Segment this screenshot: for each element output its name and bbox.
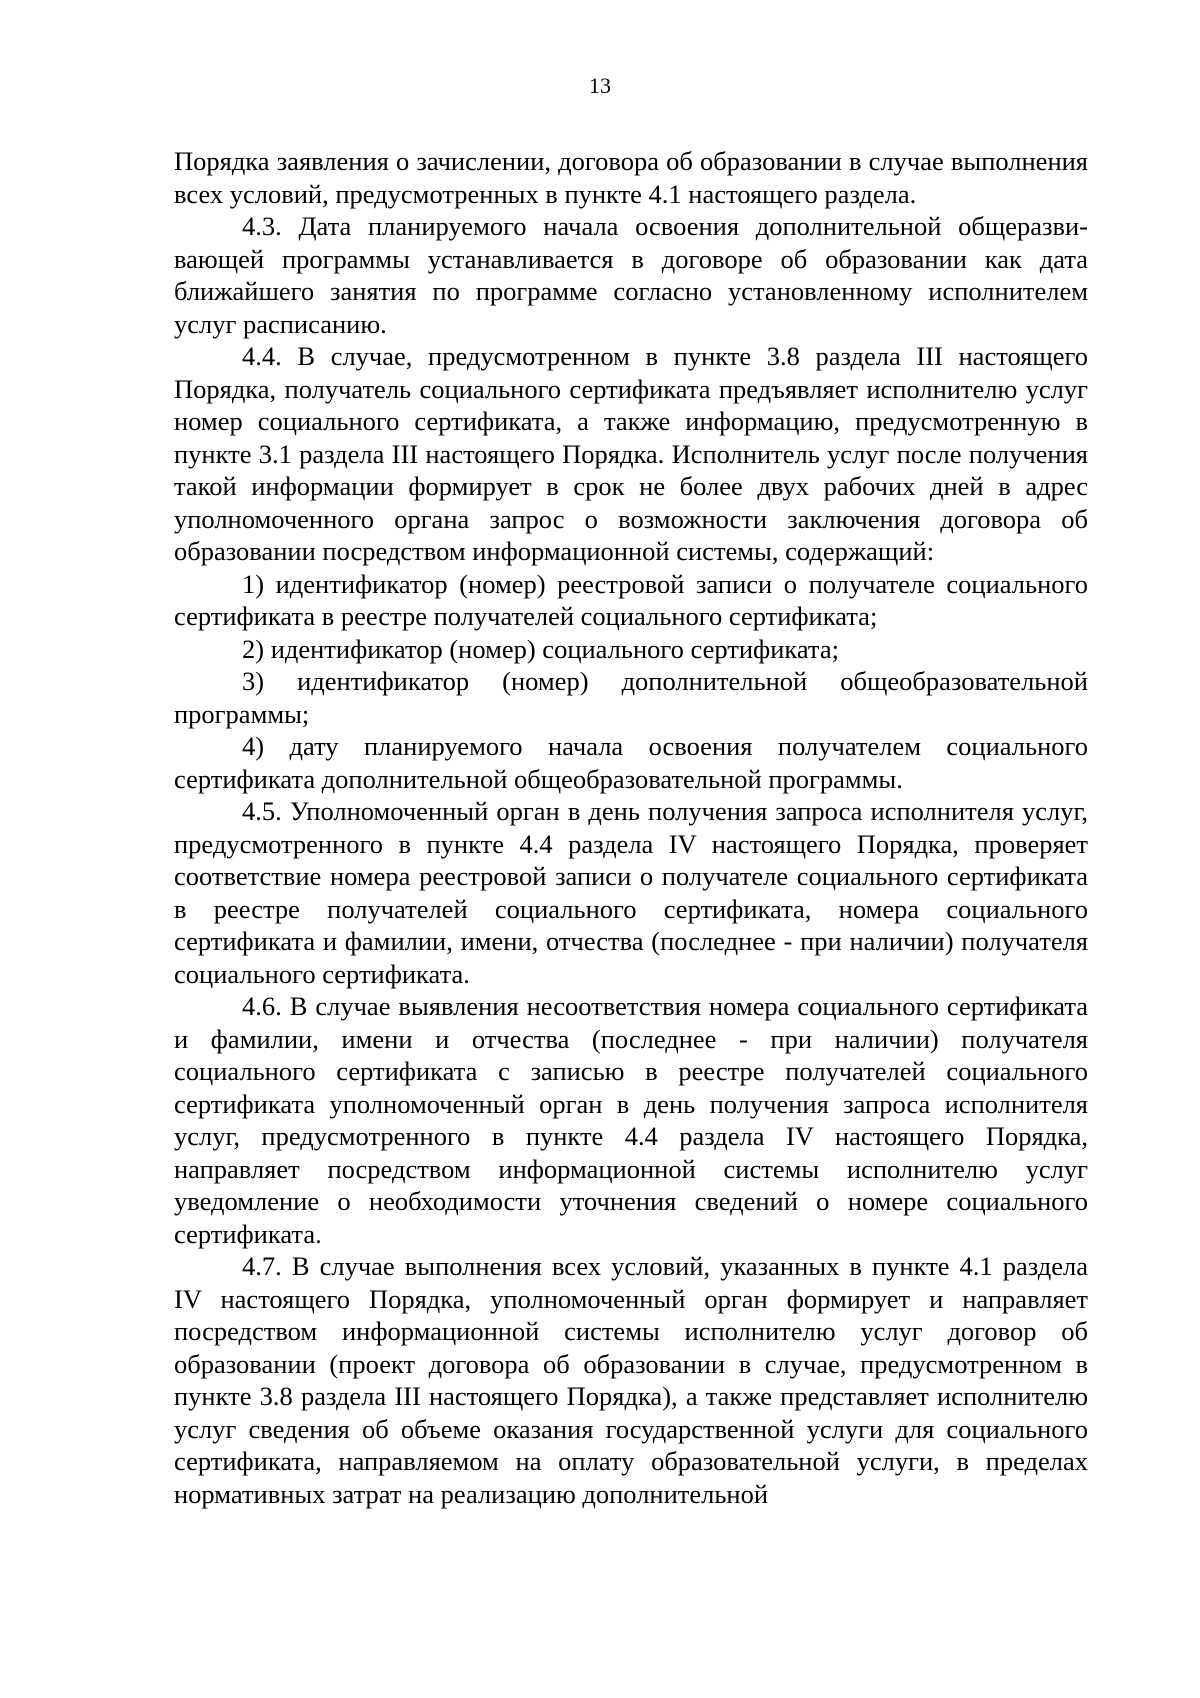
paragraph-continuation: Порядка заявления о зачислении, договора об образовании в случае выполнения всех условий, предусмотренных в пункте 4.1 настоящего раздела. (174, 146, 1088, 209)
paragraph-4-6: 4.6. В случае выявления несоответствия номера социального сертификата и фамилии, имени и отчества (последнее - при наличии) получателя социального сертификата с записью в реестре получателей социального сертификата уполномоченный орган в день получения запроса исполнителя услуг, предусмотренного в пункте 4.4 раздела IV настоящего Порядка, направляет посредством информационной системы исполнителю услуг уведомление о необходимости уточнения сведений о номере социального сертификата. (174, 991, 1088, 1249)
list-item-2: 2) идентификатор (номер) социального сертификата; (242, 633, 839, 664)
document-body (174, 145, 1088, 1510)
paragraph-4-4: 4.4. В случае, предусмотренном в пункте 3.8 раздела III настоящего Порядка, получатель социального сертификата предъявляет исполнителю услуг номер социального сертификата, а также информацию, предусмотренную в пункте 3.1 раздела III настоящего Порядка. Исполнитель услуг после получения такой информации формирует в срок не более двух рабочих дней в адрес уполномоченного органа запрос о возможности заключения договора об образовании посредством информационной системы, содержащий: (174, 341, 1088, 566)
paragraph-4-7: 4.7. В случае выполнения всех условий, указанных в пункте 4.1 раздела IV настоящего Порядка, уполномоченный орган формирует и направляет посредством информационной системы исполнителю услуг договор об образовании (проект договора об образовании в случае, предусмотренном в пункте 3.8 раздела III настоящего Порядка), а также представляет исполнителю услуг сведения об объеме оказания государственной услуги для социального сертификата, направляемом на оплату образовательной услуги, в пределах нормативных затрат на реализацию дополнительной (174, 1251, 1088, 1509)
page-number: 13 (589, 73, 611, 98)
paragraph-4-5: 4.5. Уполномоченный орган в день получения запроса исполнителя услуг, предусмотренного в пункте 4.4 раздела IV настоящего Порядка, проверяет соответствие номера реестровой записи о получателе социального сертификата в реестре получателей социального сертификата, номера социального сертификата и фамилии, имени, отчества (последнее - при наличии) получателя социального сертификата. (174, 796, 1088, 989)
list-item-1: 1) идентификатор (номер) реестровой записи о получателе социального сертификата в реестре получателей социального сертификата; (174, 568, 1088, 631)
paragraph-4-3: 4.3. Дата планируемого начала освоения дополнительной общеразвивающей программы устанавливается в договоре об образовании как дата ближайшего занятия по программе согласно установленному исполнителем услуг расписанию. (174, 211, 1088, 339)
list-item-3: 3) идентификатор (номер) дополнительной общеобразовательной программы; (174, 666, 1088, 729)
list-item-4: 4) дату планируемого начала освоения получателем социального сертификата дополнительной общеобразовательной программы. (174, 731, 1088, 794)
